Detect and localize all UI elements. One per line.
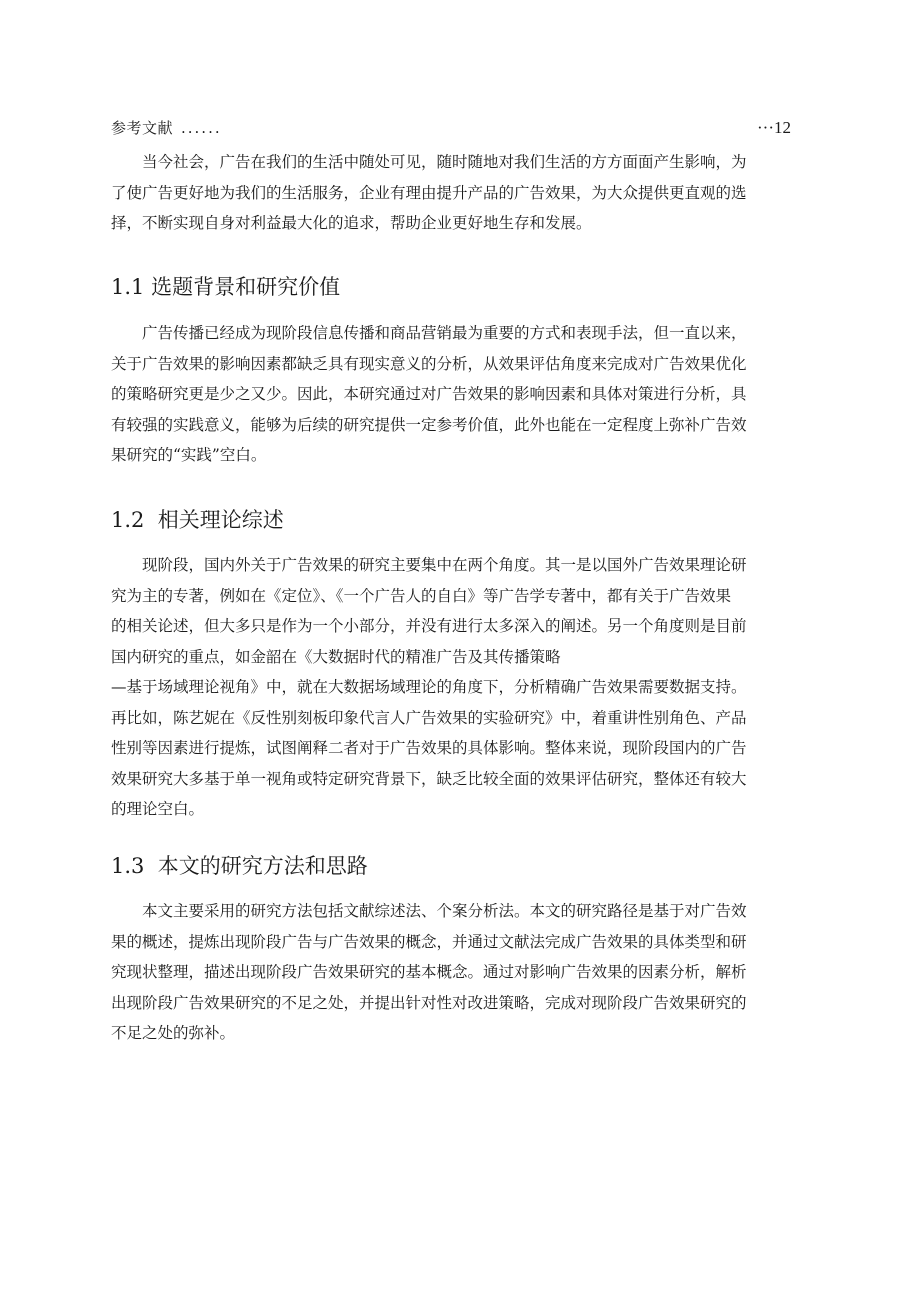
paragraph-line: 的策略研究更是少之又少。因此，本研究通过对广告效果的影响因素和具体对策进行分析，具 (111, 385, 747, 403)
paragraph-line: 有较强的实践意义，能够为后续的研究提供一定参考价值，此外也能在一定程度上弥补广告效 (111, 415, 747, 434)
paragraph-line: —基于场域理论视角》中，就在大数据场域理论的角度下，分析精确广告效果需要数据支持。 (111, 678, 747, 696)
paragraph-line: 效果研究大多基于单一视角或特定研究背景下，缺乏比较全面的效果评估研究，整体还有较大 (111, 769, 747, 788)
paragraph-line: 果的概述，提炼出现阶段广告与广告效果的概念，并通过文献法完成广告效果的具体类型和研 (111, 932, 747, 951)
paragraph-line: 不足之处的弥补。 (111, 1024, 236, 1042)
paragraph-line: 果研究的“实践”空白。 (111, 446, 267, 464)
paragraph-line: 本文主要采用的研究方法包括文献综述法、个案分析法。本文的研究路径是基于对广告效 (142, 902, 747, 920)
paragraph-line: 究现状整理，描述出现阶段广告效果研究的基本概念。通过对影响广告效果的因素分析，解析 (111, 963, 747, 981)
toc-entry-references[interactable] (111, 116, 791, 140)
paragraph-line: 关于广告效果的影响因素都缺乏具有现实意义的分析，从效果评估角度来完成对广告效果优化 (111, 354, 747, 373)
paragraph-line: 的理论空白。 (111, 800, 205, 818)
section-heading-1-1: 1.1 选题背景和研究价值 (111, 275, 341, 299)
paragraph-line: 出现阶段广告效果研究的不足之处，并提出针对性对改进策略，完成对现阶段广告效果研究的 (111, 993, 747, 1012)
toc-entry-leader: ...... (181, 119, 222, 137)
paragraph-line: 性别等因素进行提炼，试图阐释二者对于广告效果的具体影响。整体来说，现阶段国内的广告 (111, 739, 747, 757)
paragraph-line: 的相关论述，但大多只是作为一个小部分，并没有进行太多深入的阐述。另一个角度则是目前 (111, 617, 747, 635)
intro-paragraph (111, 147, 823, 239)
paragraph-line: 当今社会，广告在我们的生活中随处可见，随时随地对我们生活的方方面面产生影响，为 (142, 153, 747, 171)
paragraph-line: 再比如，陈艺妮在《反性别刻板印象代言人广告效果的实验研究》中，着重讲性别角色、产品 (111, 708, 747, 727)
section-1-2-paragraph (111, 550, 823, 825)
paragraph-line: 究为主的专著，例如在《定位》、《一个广告人的自白》等广告学专著中，都有关于广告效果 (111, 586, 732, 605)
toc-entry-page-number: ···12 (757, 118, 791, 137)
section-heading-1-2: 1.2 相关理论综述 (111, 508, 284, 532)
paragraph-line: 广告传播已经成为现阶段信息传播和商品营销最为重要的方式和表现手法，但一直以来， (142, 324, 747, 342)
section-1-1-paragraph (111, 318, 823, 471)
paragraph-line: 了使广告更好地为我们的生活服务，企业有理由提升产品的广告效果，为大众提供更直观的选 (111, 183, 747, 202)
paragraph-line: 国内研究的重点，如金韶在《大数据时代的精准广告及其传播策略 (111, 647, 561, 666)
paragraph-line: 择，不断实现自身对利益最大化的追求，帮助企业更好地生存和发展。 (111, 214, 592, 232)
paragraph-line: 现阶段，国内外关于广告效果的研究主要集中在两个角度。其一是以国外广告效果理论研 (142, 556, 747, 574)
toc-entry-label: 参考文献 (111, 119, 174, 137)
section-1-3-paragraph (111, 896, 823, 1049)
section-heading-1-3: 1.3 本文的研究方法和思路 (111, 854, 368, 878)
